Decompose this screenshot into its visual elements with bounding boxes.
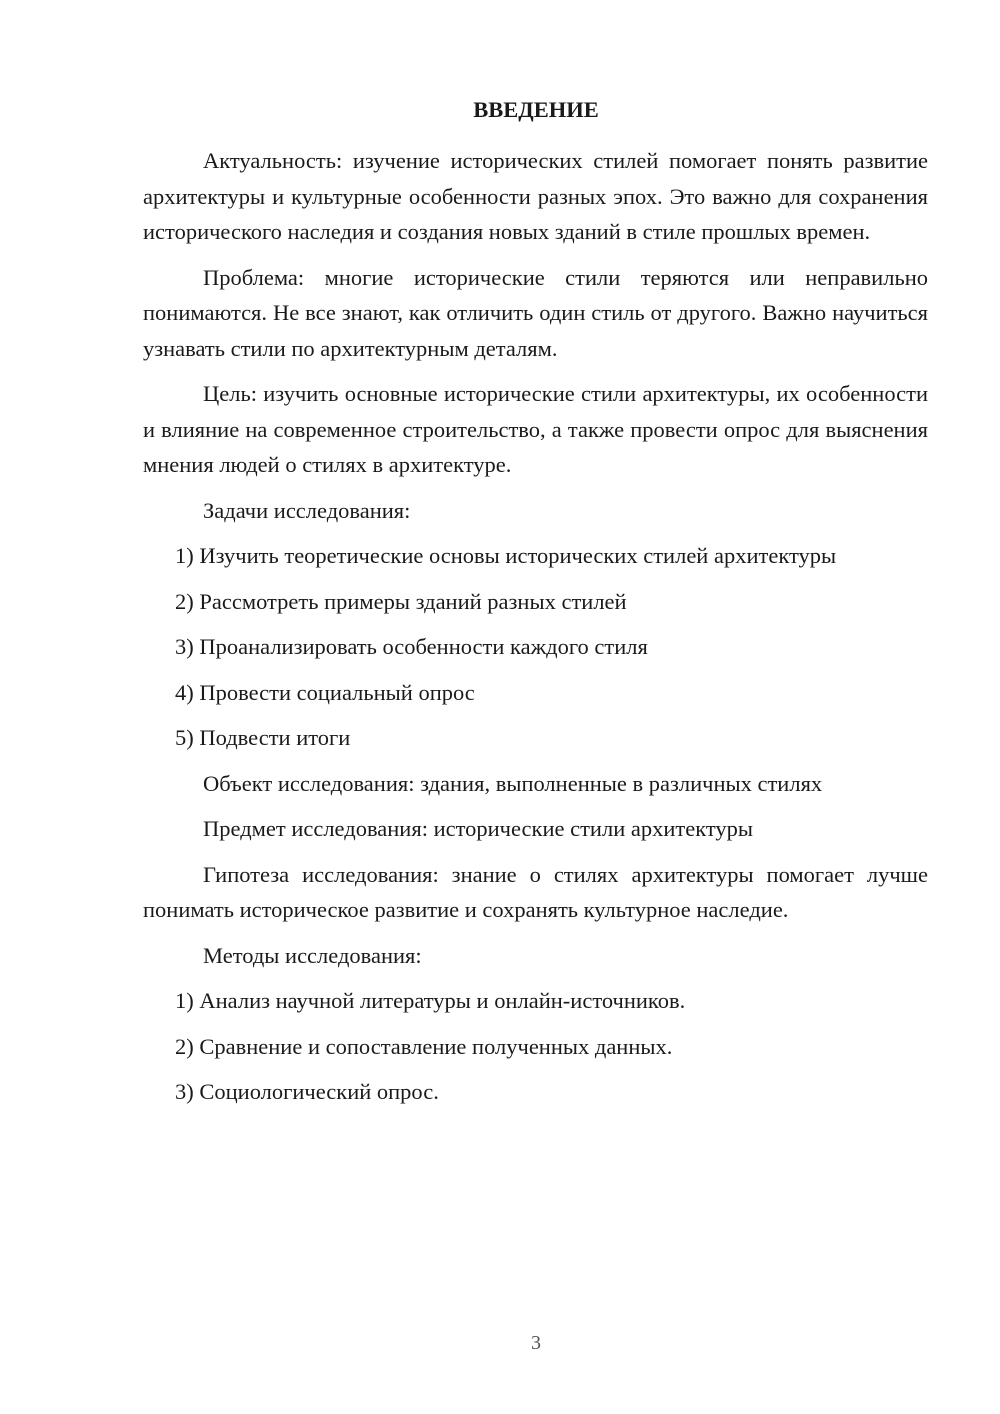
object-line: Объект исследования: здания, выполненные в различных стилях [203,770,823,796]
list-item: 4) Провести социальный опрос [175,679,475,705]
page-number: 3 [531,1332,541,1354]
relevance-paragraph: Актуальность: изучение исторических стилей помогает понять развитие архитектуры и культурные особенности разных эпох. Это важно для сохранения исторического наследия и создания новых зданий в стиле прошлых времен. [143,148,928,244]
tasks-list [143,538,928,756]
list-item: 2) Сравнение и сопоставление полученных данных. [175,1033,673,1059]
methods-list [143,983,928,1110]
list-item: 1) Анализ научной литературы и онлайн-источников. [175,988,686,1013]
list-item: 2) Рассмотреть примеры зданий разных стилей [175,588,627,614]
list-item: 3) Социологический опрос. [175,1079,439,1104]
page-title: ВВЕДЕНИЕ [473,97,599,122]
goal-paragraph: Цель: изучить основные исторические стили архитектуры, их особенности и влияние на современное строительство, а также провести опрос для выяснения мнения людей о стилях в архитектуре. [143,381,928,477]
subject-line: Предмет исследования: исторические стили архитектуры [203,816,753,841]
tasks-heading: Задачи исследования: [203,497,411,523]
list-item: 1) Изучить теоретические основы исторических стилей архитектуры [175,543,837,568]
page-content [143,94,928,1120]
list-item: 5) Подвести итоги [175,725,351,750]
methods-heading: Методы исследования: [203,942,422,968]
hypothesis-paragraph: Гипотеза исследования: знание о стилях архитектуры помогает лучше понимать историческое развитие и сохранять культурное наследие. [143,861,928,922]
list-item: 3) Проанализировать особенности каждого стиля [175,634,648,659]
problem-paragraph: Проблема: многие исторические стили теряются или неправильно понимаются. Не все знают, как отличить один стиль от другого. Важно научиться узнавать стили по архитектурным деталям. [143,264,928,361]
